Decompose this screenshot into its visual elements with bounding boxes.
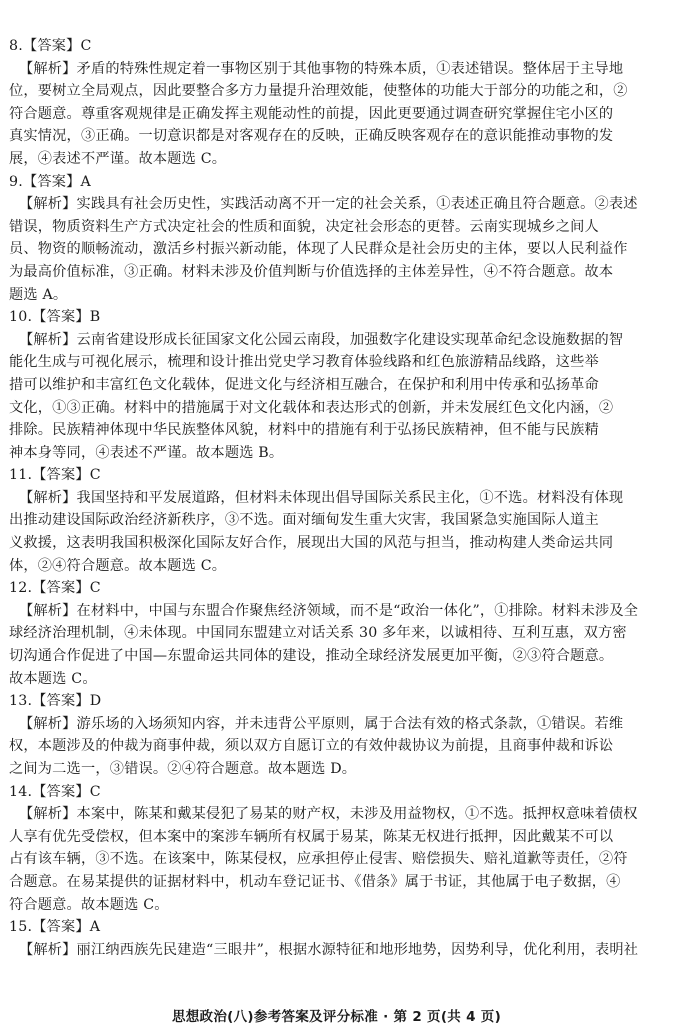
question-block bbox=[9, 690, 661, 780]
explanation-line: 【解析】我国坚持和平发展道路，但材料未体现出倡导国际关系民主化，①不选。材料没有体现 bbox=[19, 489, 624, 506]
explanation-line: 【解析】实践具有社会历史性，实践活动离不开一定的社会关系，①表述正确且符合题意。②表述 bbox=[19, 196, 638, 213]
explanation-line: 展，④表述不严谨。故本题选 C。 bbox=[9, 150, 227, 167]
page-footer: 思想政治(八)参考答案及评分标准 · 第 2 页(共 4 页) bbox=[171, 1009, 502, 1025]
question-block bbox=[9, 171, 661, 307]
explanation-line: 人享有优先受偿权，但本案中的案涉车辆所有权属于易某，陈某无权进行抵押，因此戴某不可以 bbox=[9, 828, 614, 845]
explanation-line: 错误，物质资料生产方式决定社会的性质和面貌，决定社会形态的更替。云南实现城乡之间人 bbox=[9, 218, 599, 235]
explanation-line: 真实情况，③正确。一切意识都是对客观存在的反映，正确反映客观存在的意识能推动事物的发 bbox=[9, 128, 614, 145]
answer-line: 13.【答案】D bbox=[9, 693, 102, 710]
explanation-line: 员、物资的顺畅流动，激活乡村振兴新动能，体现了人民群众是社会历史的主体，要以人民利益作 bbox=[9, 241, 628, 258]
explanation-line: 【解析】游乐场的入场须知内容，并未违背公平原则，属于合法有效的格式条款，①错误。若维 bbox=[19, 715, 624, 732]
explanation-line: 措可以维护和丰富红色文化载体，促进文化与经济相互融合，在保护和利用中传承和弘扬革命 bbox=[9, 376, 599, 393]
explanation-line: 排除。民族精神体现中华民族整体风貌，材料中的措施有利于弘扬民族精神，但不能与民族精 bbox=[9, 422, 599, 439]
answer-line: 8.【答案】C bbox=[9, 38, 92, 54]
answer-line: 12.【答案】C bbox=[9, 580, 101, 597]
explanation-line: 题选 A。 bbox=[9, 286, 68, 303]
explanation-line: 文化，①③正确。材料中的措施属于对文化载体和表达形式的创新，并未发展红色文化内涵，② bbox=[9, 399, 614, 416]
answer-line: 15.【答案】A bbox=[9, 919, 101, 936]
explanation-line: 义救援，这表明我国积极深化国际友好合作，展现出大国的风范与担当，推动构建人类命运共同 bbox=[9, 535, 614, 552]
question-block bbox=[9, 916, 661, 961]
explanation-line: 球经济治理机制，④未体现。中国同东盟建立对话关系 30 多年来，以诚相待、互利互惠，双方密 bbox=[9, 625, 627, 642]
explanation-line: 权，本题涉及的仲裁为商事仲裁，须以双方自愿订立的有效仲裁协议为前提，且商事仲裁和诉讼 bbox=[9, 738, 614, 755]
explanation-line: 【解析】本案中，陈某和戴某侵犯了易某的财产权，未涉及用益物权，①不选。抵押权意味着债权 bbox=[19, 806, 638, 823]
explanation-line: 神本身等同，④表述不严谨。故本题选 B。 bbox=[9, 444, 284, 461]
explanation-line: 之间为二选一，③错误。②④符合题意。故本题选 D。 bbox=[9, 761, 357, 777]
question-block bbox=[9, 35, 661, 171]
explanation-line: 为最高价值标准，③正确。材料未涉及价值判断与价值选择的主体差异性，④不符合题意。故本 bbox=[9, 263, 614, 280]
answer-line: 9.【答案】A bbox=[9, 173, 91, 190]
explanation-line: 位，要树立全局观点，因此要整合多方力量提升治理效能，使整体的功能大于部分的功能之和，② bbox=[9, 83, 628, 100]
question-block bbox=[9, 781, 661, 917]
explanation-line: 符合题意。尊重客观规律是正确发挥主观能动性的前提，因此更要通过调查研究掌握住宅小区的 bbox=[9, 105, 614, 122]
explanation-line: 占有该车辆，③不选。在该案中，陈某侵权，应承担停止侵害、赔偿损失、赔礼道歉等责任，②符 bbox=[9, 851, 628, 868]
explanation-line: 合题意。在易某提供的证据材料中，机动车登记证书、《借条》属于书证，其他属于电子数据，④ bbox=[9, 873, 621, 890]
explanation-line: 【解析】矛盾的特殊性规定着一事物区别于其他事物的特殊本质，①表述错误。整体居于主导地 bbox=[19, 60, 624, 77]
question-block bbox=[9, 464, 661, 577]
explanation-line: 故本题选 C。 bbox=[9, 670, 97, 687]
answer-line: 10.【答案】B bbox=[9, 309, 101, 326]
question-block bbox=[9, 577, 661, 690]
explanation-line: 切沟通合作促进了中国—东盟命运共同体的建设，推动全球经济发展更加平衡，②③符合题意。 bbox=[9, 648, 614, 665]
answer-explanations bbox=[9, 35, 661, 961]
explanation-line: 出推动建设国际政治经济新秩序，③不选。面对缅甸发生重大灾害，我国紧急实施国际人道主 bbox=[9, 512, 599, 529]
question-block bbox=[9, 306, 661, 464]
explanation-line: 能化生成与可视化展示，梳理和设计推出党史学习教育体验线路和红色旅游精品线路，这些举 bbox=[9, 354, 599, 371]
explanation-line: 【解析】云南省建设形成长征国家文化公园云南段，加强数字化建设实现革命纪念设施数据的智 bbox=[19, 331, 624, 348]
answer-line: 11.【答案】C bbox=[9, 467, 101, 484]
explanation-line: 【解析】在材料中，中国与东盟合作聚焦经济领域，而不是“政治一体化”，①排除。材料未涉及全 bbox=[19, 602, 639, 619]
answer-line: 14.【答案】C bbox=[9, 783, 101, 800]
explanation-line: 体，②④符合题意。故本题选 C。 bbox=[9, 557, 227, 574]
explanation-line: 【解析】丽江纳西族先民建造“三眼井”，根据水源特征和地形地势，因势利导，优化利用，表明社 bbox=[19, 941, 639, 958]
explanation-line: 符合题意。故本题选 C。 bbox=[9, 896, 169, 913]
